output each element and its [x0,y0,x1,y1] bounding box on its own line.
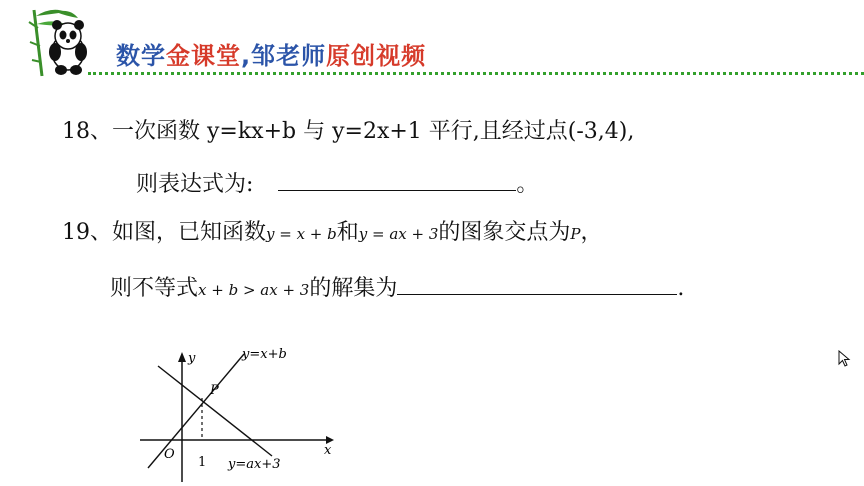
brand-part-1: 数学 [116,42,166,70]
question-19-line-1 [62,219,603,248]
question-19-line2-prefix: 则不等式 [110,276,199,301]
question-19-prefix: 19、如图，已知函数 [62,220,266,245]
question-18-line-2 [136,168,538,199]
question-19-answer-blank [397,272,677,295]
y-axis-arrow [178,352,186,362]
function-1: y = x + b [266,225,337,243]
point-label: P [210,383,219,398]
question-19-line2-mid: 的解集为 [309,276,398,301]
question-19-and: 和 [336,220,359,245]
brand-part-2: 金课堂 [166,42,241,70]
line-2-label: y=ax+3 [228,457,281,472]
brand-part-4: 原创视频 [326,42,427,70]
brand-separator: , [241,42,252,70]
header-divider [88,72,864,75]
function-graph [136,336,346,486]
question-19-suffix: 的图象交点为 [438,220,571,245]
line-y-equals-ax-plus-3 [158,366,272,456]
question-18-answer-blank [278,168,516,191]
function-2: y = ax + 3 [358,225,439,243]
inequality: x + b > ax + 3 [198,281,310,299]
x-axis-label: x [324,443,332,458]
question-19-line2-end: . [677,276,685,301]
y-axis-label: y [188,351,196,366]
point-p: P [570,225,581,243]
brand-title [116,36,426,71]
question-18-suffix: 。 [516,172,539,197]
header-banner [0,0,864,80]
tick-label-1: 1 [198,455,207,470]
line-1-label: y=x+b [242,347,287,362]
question-19-line-2 [110,272,684,304]
line-y-equals-x-plus-b [148,354,244,468]
question-18-prefix: 则表达式为: [136,172,254,197]
mouse-cursor-icon [838,350,852,368]
question-19-comma: ， [580,220,603,245]
origin-label: O [164,447,175,462]
panda-bamboo-icon [28,6,112,80]
brand-part-3: 邹老师 [251,42,327,70]
question-18-line-1: 18、一次函数 y=kx+b 与 y=2x+1 平行,且经过点(-3,4), [62,119,635,144]
